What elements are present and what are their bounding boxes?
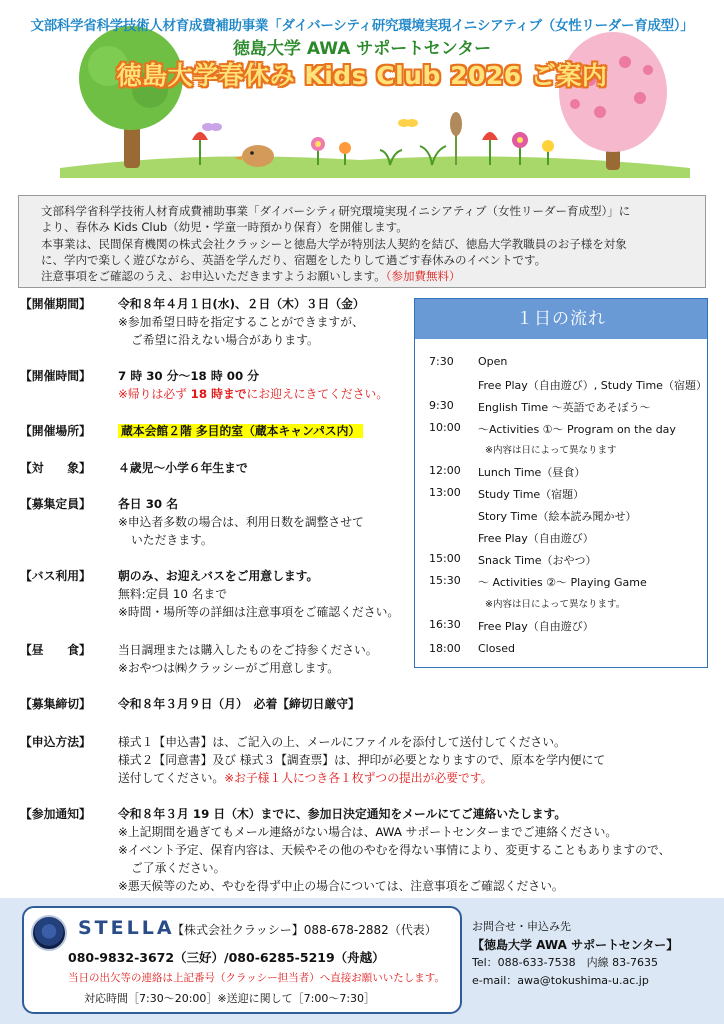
schedule-activity: Study Time（宿題）: [478, 488, 585, 501]
capacity-note: ※申込者多数の場合は、利用日数を調整させて: [118, 515, 364, 529]
lunch-note: ※おやつは㈱クラッシーがご用意します。: [118, 661, 340, 675]
capacity-label: 【募集定員】: [20, 497, 91, 511]
schedule-note: ※内容は日によって異なります: [485, 445, 617, 456]
schedule-panel: [414, 298, 708, 668]
period-note: ご希望に沿えない場合があります。: [131, 333, 319, 347]
schedule-activity: Free Play（自由遊び）: [478, 532, 594, 545]
intro-line: 文部科学省科学技術人材育成費補助事業「ダイバーシティ研究環境実現イニシアティブ（女性リーダー育成型）」に: [41, 204, 631, 218]
schedule-time: 18:00: [429, 642, 461, 655]
footer: [0, 898, 724, 1024]
time-value: 7 時 30 分～18 時 00 分: [118, 369, 260, 383]
schedule-activity: Closed: [478, 642, 515, 655]
header-banner: [0, 0, 724, 190]
schedule-activity: Lunch Time（昼食）: [478, 466, 586, 479]
schedule-activity: Free Play（自由遊び）: [478, 620, 594, 633]
period-label: 【開催期間】: [20, 297, 91, 311]
attendance-note: 当日の出欠等の連絡は上記番号（クラッシー担当者）へ直接お願いいたします。: [68, 972, 445, 984]
contact-org: 【徳島大学 AWA サポートセンター】: [472, 938, 679, 952]
schedule-note: ※内容は日によって異なります。: [485, 599, 626, 610]
intro-line: 本事業は、民間保育機関の株式会社クラッシーと徳島大学が特別法人契約を結び、徳島大学教職員のお子様を対象: [41, 236, 627, 251]
notice-note: ※上記期間を過ぎてもメール連絡がない場合は、AWA サポートセンターまでご連絡ください。: [118, 825, 618, 839]
time-note-deadline: 18 時まで: [190, 387, 247, 401]
capacity-note: いただきます。: [131, 533, 213, 547]
deadline-label: 【募集締切】: [20, 697, 91, 711]
apply-line: 様式２【同意書】及び 様式３【調査票】は、押印が必要となりますので、原本を学内便にて: [118, 753, 606, 767]
period-value: 令和８年４月１日(水)、２日（木）３日（金）: [118, 297, 365, 311]
apply-line-text: 送付してください。: [118, 771, 225, 785]
place-value: 蔵本会館２階 多目的室（蔵本キャンパス内）: [118, 424, 363, 438]
schedule-activity: Free Play（自由遊び）, Study Time（宿題）: [478, 379, 707, 392]
intro-line: [41, 268, 691, 284]
lunch-value: 当日調理または購入したものをご持参ください。: [118, 643, 378, 657]
schedule-time: 13:00: [429, 486, 461, 499]
schedule-activity: Snack Time（おやつ）: [478, 554, 597, 567]
notice-value: 令和８年３月 19 日（木）までに、参加日決定通知をメールにてご連絡いたします。: [118, 807, 567, 821]
capacity-value: 各日 30 名: [118, 497, 179, 511]
schedule-time: 15:30: [429, 574, 461, 587]
schedule-activity: ～Activities ①～ Program on the day: [478, 423, 676, 436]
target-value: ４歳児～小学６年生まで: [118, 461, 248, 475]
time-note: [118, 385, 388, 403]
bus-value: 朝のみ、お迎えバスをご用意します。: [118, 569, 319, 583]
schedule-time: 12:00: [429, 464, 461, 477]
apply-warning: ※お子様１人につき各１枚ずつの提出が必要です。: [224, 771, 493, 785]
time-label: 【開催時間】: [20, 369, 91, 383]
target-label: 【対 象】: [20, 461, 91, 475]
staff-phones: 080-9832-3672（三好）/080-6285-5219（舟越）: [68, 950, 385, 965]
intro-line-text: 注意事項をご確認のうえ、お申込いただきますようお願いします。: [41, 269, 386, 284]
schedule-time: 10:00: [429, 421, 461, 434]
schedule-time: 15:00: [429, 552, 461, 565]
center-name: 徳島大学 AWA サポートセンター: [232, 39, 492, 59]
lunch-label: 【昼 食】: [20, 643, 91, 657]
place-label: 【開催場所】: [20, 424, 91, 438]
contact-tel: Tel：088-633-7538 内線 83-7635: [472, 956, 659, 969]
contact-label: お問合せ・申込み先: [472, 920, 571, 933]
apply-line: [118, 769, 605, 787]
page-title: 徳島大学春休み Kids Club 2026 ご案内: [116, 61, 608, 90]
notice-note: ※悪天候等のため、やむを得ず中止の場合については、注意事項をご確認ください。: [118, 879, 564, 893]
intro-box: [18, 195, 706, 288]
free-badge: （参加費無料）: [385, 269, 461, 284]
schedule-time: 16:30: [429, 618, 461, 631]
notice-note: ※イベント予定、保育内容は、天候やその他のやむを得ない事情により、変更することもありますので、: [118, 843, 671, 857]
intro-line: より、春休み Kids Club（幼児・学童一時預かり保育）を開催します。: [41, 220, 408, 235]
stella-logo-icon: [31, 915, 67, 951]
grass-icon: [60, 156, 690, 178]
provider-box: [22, 906, 462, 1014]
schedule-activity: ～ Activities ②～ Playing Game: [478, 576, 647, 589]
notice-label: 【参加通知】: [20, 807, 91, 821]
contact-info: [472, 918, 712, 990]
schedule-activity: Open: [478, 355, 508, 368]
apply-line: 様式１【申込書】は、ご記入の上、メールにファイルを添付して送付してください。: [118, 735, 566, 749]
bus-note: 無料:定員 10 名まで: [118, 587, 228, 601]
period-note: ※参加希望日時を指定することができますが、: [118, 315, 364, 329]
contact-email[interactable]: e-mail：awa@tokushima-u.ac.jp: [472, 974, 649, 987]
butterfly-icon: [202, 123, 222, 131]
bus-note: ※時間・場所等の詳細は注意事項をご確認ください。: [118, 605, 400, 619]
notice-note: ご了承ください。: [131, 861, 226, 875]
schedule-activity: English Time ～英語であそぼう～: [478, 401, 651, 414]
apply-label: 【申込方法】: [20, 735, 91, 749]
company-contact: 【株式会社クラッシー】088-678-2882（代表）: [172, 923, 437, 937]
intro-line: に、学内で楽しく遊びながら、英語を学んだり、宿題をしたりして過ごす春休みのイベントです。: [41, 252, 547, 267]
time-note-text: ※帰りは必ず: [118, 387, 191, 401]
schedule-title: １日の流れ: [415, 299, 707, 339]
schedule-time: 7:30: [429, 355, 454, 368]
schedule-activity: Story Time（絵本読み聞かせ）: [478, 510, 637, 523]
support-hours: 対応時間［7:30～20:00］※送迎に関して［7:00～7:30］: [84, 992, 376, 1005]
program-name: 文部科学省科学技術人材育成費補助事業「ダイバーシティ研究環境実現イニシアティブ（女性リーダー育成型）」: [30, 18, 694, 34]
deadline-value: 令和８年３月９日（月） 必着【締切日厳守】: [118, 697, 360, 711]
time-note-text: にお迎えにきてください。: [246, 387, 389, 401]
bus-label: 【バス利用】: [20, 569, 91, 583]
schedule-time: 9:30: [429, 399, 454, 412]
butterfly-icon: [398, 119, 418, 127]
brand-name: STELLA: [78, 917, 175, 939]
